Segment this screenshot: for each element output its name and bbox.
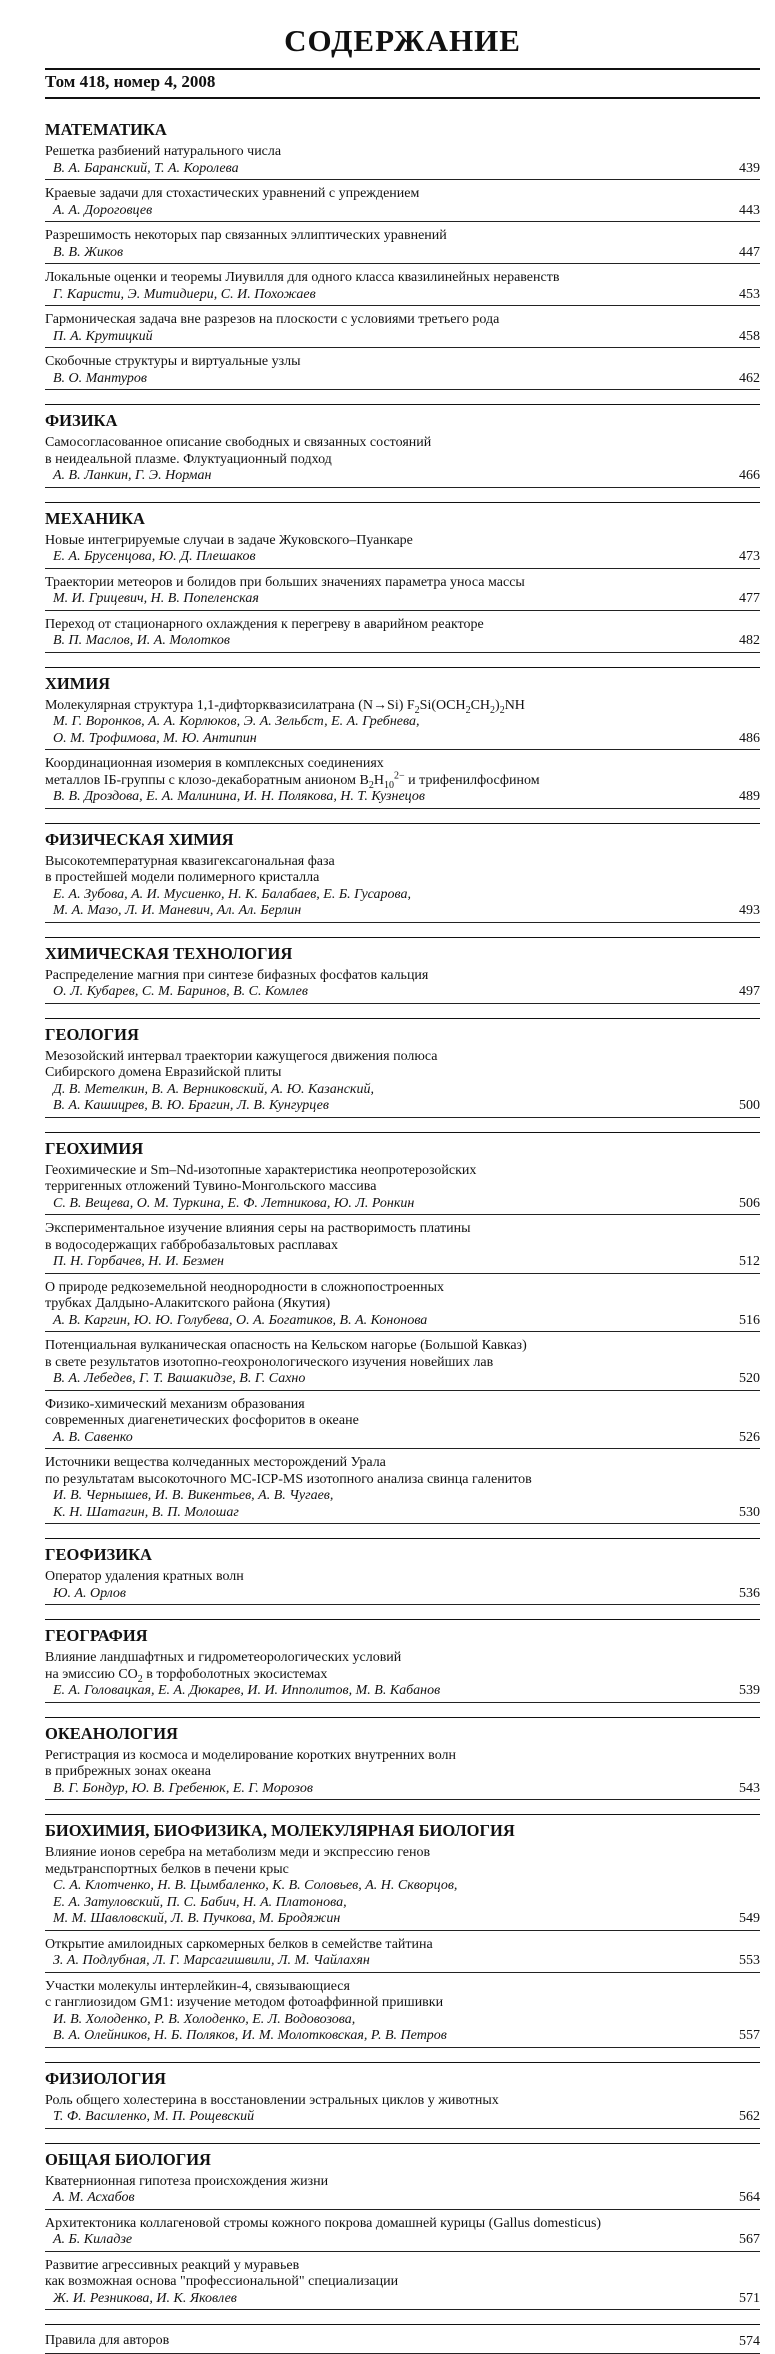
toc-entry[interactable]	[45, 698, 760, 751]
toc-entry[interactable]	[45, 1163, 760, 1216]
article-authors: В. В. Жиков	[45, 245, 760, 265]
article-authors: В. А. Баранский, Т. А. Королева	[45, 161, 760, 181]
article-authors: З. А. Подлубная, Л. Г. Марсагишвили, Л. М. Чайлахян	[45, 1953, 760, 1973]
article-authors: В. Г. Бондур, Ю. В. Гребенюк, Е. Г. Морозов	[45, 1781, 760, 1801]
article-title: Решетка разбиений натурального числа	[45, 144, 282, 159]
toc-entry[interactable]	[45, 2174, 760, 2210]
article-authors: А. В. Савенко	[45, 1430, 760, 1450]
article-title: Самосогласованное описание свободных и связанных состояний в неидеальной плазме. Флуктуационный подход	[45, 435, 432, 467]
page-number: 506	[739, 1195, 760, 1211]
page-number: 447	[739, 244, 760, 260]
page-number: 453	[739, 286, 760, 302]
subscript: 2	[414, 704, 420, 716]
toc-entry[interactable]	[45, 270, 760, 306]
subscript: 10	[383, 779, 394, 791]
article-authors: Д. В. Метелкин, В. А. Верниковский, А. Ю. Казанский, В. А. Кашицрев, В. Ю. Брагин, Л. В. Кунгурцев	[45, 1082, 760, 1118]
article-authors: Е. А. Зубова, А. И. Мусиенко, Н. К. Балабаев, Е. Б. Гусарова, М. А. Мазо, Л. И. Маневич, Ал. Ал. Берлин	[45, 887, 760, 923]
article-title: Координационная изомерия в комплексных соединениях металлов IБ-группы с клозо-декаборатным анионом $B_2H_{10}^{2-}$ и трифенилфосфином	[45, 756, 540, 791]
article-title: Источники вещества колчеданных месторождений Урала по результатам высокоточного MC-ICP-MS изотопного анализа свинца галенитов	[45, 1455, 532, 1487]
page-number: 567	[739, 2232, 760, 2247]
article-title: Участки молекулы интерлейкин-4, связывающиеся с ганглиозидом GM1: изучение методом фотоаффинной пришивки	[45, 1978, 444, 2010]
page-number: 466	[739, 468, 760, 483]
article-title: Оператор удаления кратных волн	[45, 1569, 244, 1584]
toc-entry[interactable]	[45, 854, 760, 923]
page-number: 439	[739, 160, 760, 176]
article-title: Физико-химический механизм образования современных диагенетических фосфоритов в океане	[45, 1396, 359, 1428]
article-authors: П. А. Крутицкий	[45, 329, 760, 349]
page-title: СОДЕРЖАНИЕ	[284, 23, 521, 58]
section	[45, 1619, 760, 1703]
toc-entry[interactable]	[45, 2258, 760, 2311]
page-number: 458	[739, 328, 760, 344]
page-number: 530	[739, 1504, 760, 1520]
article-authors: В. А. Лебедев, Г. Т. Вашакидзе, В. Г. Сахно	[45, 1371, 760, 1391]
article-authors: А. А. Дороговцев	[45, 203, 760, 223]
article-authors: О. Л. Кубарев, С. М. Баринов, В. С. Комлев	[45, 984, 760, 1004]
section	[45, 667, 760, 809]
page-number: 543	[739, 1780, 760, 1796]
page-number: 526	[739, 1429, 760, 1445]
toc-entry[interactable]	[45, 756, 760, 809]
toc-entry[interactable]	[45, 144, 760, 180]
page-number: 462	[739, 370, 760, 386]
section	[45, 1814, 760, 2048]
article-authors: А. В. Ланкин, Г. Э. Норман	[45, 468, 760, 488]
section-title: МАТЕМАТИКА	[45, 120, 167, 139]
page-number: 520	[739, 1371, 760, 1386]
article-title: Влияние ионов серебра на метаболизм меди и экспрессию генов медьтранспортных белков в печени крыс	[45, 1845, 431, 1877]
section-title: ФИЗИЧЕСКАЯ ХИМИЯ	[45, 829, 234, 849]
section-title: ОБЩАЯ БИОЛОГИЯ	[45, 2149, 211, 2169]
page-number: 564	[739, 2190, 760, 2205]
article-title: Разрешимость некоторых пар связанных эллиптических уравнений	[45, 228, 447, 243]
article-authors: М. Г. Воронков, А. А. Корлюков, Э. А. Зельбст, Е. А. Гребнева, О. М. Трофимова, М. Ю. Антипин	[45, 714, 760, 750]
section	[45, 1717, 760, 1801]
article-title: Скобочные структуры и виртуальные узлы	[45, 354, 301, 369]
sections-container	[45, 119, 760, 2310]
article-title: Развитие агрессивных реакций у муравьев как возможная основа "профессиональной" специализации	[45, 2257, 399, 2289]
article-title: Траектории метеоров и болидов при больших значениях параметра уноса массы	[45, 574, 525, 590]
section-title: ХИМИЧЕСКАЯ ТЕХНОЛОГИЯ	[45, 943, 293, 963]
article-title: Роль общего холестерина в восстановлении эстральных циклов у животных	[45, 2092, 499, 2108]
article-title: Новые интегрируемые случаи в задаче Жуковского–Пуанкаре	[45, 532, 413, 548]
article-authors: Г. Каристи, Э. Митидиери, С. И. Похожаев	[45, 287, 760, 307]
article-authors: А. М. Асхабов	[45, 2190, 760, 2210]
section	[45, 1132, 760, 1525]
page-number: 536	[739, 1585, 760, 1601]
article-authors: И. В. Холоденко, Р. В. Холоденко, Е. Л. Водовозова, В. А. Олейников, Н. Б. Поляков, И. М. Молотковская, Р. В. Петров	[45, 2012, 760, 2048]
subscript: 2	[368, 779, 374, 791]
article-title: Влияние ландшафтных и гидрометеорологических условий на эмиссию $CO_2$ в торфоболотных экосистемах	[45, 1650, 402, 1685]
article-authors: А. Б. Киладзе	[45, 2232, 760, 2252]
toc-entry[interactable]	[45, 1280, 760, 1333]
section-title: ФИЗИОЛОГИЯ	[45, 2068, 166, 2088]
footer-page-number: 574	[739, 2334, 760, 2349]
article-title: Распределение магния при синтезе бифазных фосфатов кальция	[45, 967, 429, 983]
article-title: Открытие амилоидных саркомерных белков в семействе тайтина	[45, 1936, 433, 1952]
article-authors: П. Н. Горбачев, Н. И. Безмен	[45, 1254, 760, 1274]
footer-title: Правила для авторов	[45, 2333, 760, 2354]
footer-entry[interactable]	[45, 2324, 760, 2354]
article-authors: И. В. Чернышев, И. В. Викентьев, А. В. Чугаев, К. Н. Шатагин, В. П. Молошаг	[45, 1488, 760, 1524]
page-number: 486	[739, 730, 760, 746]
section-title: ГЕОФИЗИКА	[45, 1545, 152, 1564]
page-number: 477	[739, 591, 760, 606]
page-number: 571	[739, 2290, 760, 2306]
toc-entry[interactable]	[45, 533, 760, 569]
toc-entry[interactable]	[45, 1650, 760, 1703]
section-title: ОКЕАНОЛОГИЯ	[45, 1723, 178, 1743]
toc-entry[interactable]	[45, 1569, 760, 1605]
page-number: 512	[739, 1254, 760, 1269]
section-title: ГЕОХИМИЯ	[45, 1138, 144, 1158]
page-number: 473	[739, 549, 760, 564]
toc-entry[interactable]	[45, 1937, 760, 1973]
article-title: Кватернионная гипотеза происхождения жизни	[45, 2173, 329, 2189]
toc-entry[interactable]	[45, 1397, 760, 1450]
superscript: 2−	[393, 769, 405, 781]
volume-info: Том 418, номер 4, 2008	[45, 68, 760, 99]
section	[45, 2143, 760, 2311]
page-number: 516	[739, 1312, 760, 1328]
subscript: 2	[499, 704, 505, 716]
section-title: МЕХАНИКА	[45, 508, 145, 528]
article-authors: М. И. Грицевич, Н. В. Попеленская	[45, 591, 760, 611]
toc-entry[interactable]	[45, 1049, 760, 1118]
toc-entry[interactable]	[45, 617, 760, 653]
section-title: ФИЗИКА	[45, 411, 118, 430]
toc-entry[interactable]	[45, 1455, 760, 1524]
article-title: Регистрация из космоса и моделирование коротких внутренних волн в прибрежных зонах океана	[45, 1747, 456, 1779]
page-number: 443	[739, 202, 760, 218]
toc-entry[interactable]	[45, 968, 760, 1004]
toc-entry[interactable]	[45, 575, 760, 611]
page-number: 482	[739, 633, 760, 648]
article-title: Молекулярная структура 1,1-дифторквазисилатрана (N→Si) $F_2Si(OCH_2CH_2)_2NH$	[45, 697, 525, 716]
toc-entry[interactable]	[45, 1338, 760, 1391]
section	[45, 1538, 760, 1605]
article-title: Потенциальная вулканическая опасность на Кельском нагорье (Большой Кавказ) в свете результатов изотопно-геохронологического изучения новейших лав	[45, 1338, 527, 1370]
article-authors: Т. Ф. Василенко, М. П. Рощевский	[45, 2109, 760, 2129]
page-number: 497	[739, 984, 760, 999]
section-title: ГЕОЛОГИЯ	[45, 1024, 139, 1044]
toc-entry[interactable]	[45, 1979, 760, 2048]
subscript: 2	[465, 704, 471, 716]
page-number: 500	[739, 1098, 760, 1113]
article-title: Гармоническая задача вне разрезов на плоскости с условиями третьего рода	[45, 312, 500, 327]
article-authors: В. В. Дроздова, Е. А. Малинина, И. Н. Полякова, Н. Т. Кузнецов	[45, 789, 760, 809]
toc-entry[interactable]	[45, 228, 760, 264]
page-number: 539	[739, 1683, 760, 1698]
article-title: Геохимические и Sm–Nd-изотопные характеристика неопротерозойских терригенных отложений Тувино-Монгольского массива	[45, 1162, 477, 1194]
toc-entry[interactable]	[45, 1748, 760, 1801]
article-authors: В. П. Маслов, И. А. Молотков	[45, 633, 760, 653]
toc-entry[interactable]	[45, 2093, 760, 2129]
section	[45, 502, 760, 653]
toc-entry[interactable]	[45, 354, 760, 390]
page-number: 553	[739, 1953, 760, 1968]
toc-entry[interactable]	[45, 2216, 760, 2252]
article-authors: С. А. Клотченко, Н. В. Цымбаленко, К. В. Соловьев, А. Н. Скворцов, Е. А. Затуловский, П. С. Бабич, Н. А. Платонова, М. М. Шавловский, Л. В. Пучкова, М. Бродяжин	[45, 1878, 760, 1931]
article-authors: А. В. Каргин, Ю. Ю. Голубева, О. А. Богатиков, В. А. Кононова	[45, 1313, 760, 1333]
section-title: ХИМИЯ	[45, 673, 111, 693]
article-title: Экспериментальное изучение влияния серы на растворимость платины в водосодержащих габбробазальтовых расплавах	[45, 1221, 471, 1253]
page-number: 549	[739, 1911, 760, 1926]
section-title: БИОХИМИЯ, БИОФИЗИКА, МОЛЕКУЛЯРНАЯ БИОЛОГИЯ	[45, 1821, 515, 1840]
subscript: 2	[490, 704, 496, 716]
toc-entry[interactable]	[45, 435, 760, 488]
article-title: Локальные оценки и теоремы Лиувилля для одного класса квазилинейных неравенств	[45, 270, 560, 285]
article-title: Переход от стационарного охлаждения к перегреву в аварийном реакторе	[45, 616, 484, 632]
toc-entry[interactable]	[45, 1221, 760, 1274]
section-title: ГЕОГРАФИЯ	[45, 1626, 148, 1645]
page-number: 562	[739, 2109, 760, 2124]
article-authors: Е. А. Брусенцова, Ю. Д. Плешаков	[45, 549, 760, 569]
subscript: 2	[137, 1673, 143, 1685]
contents-page	[45, 22, 760, 2354]
toc-entry[interactable]	[45, 1845, 760, 1931]
article-authors: Ж. И. Резникова, И. К. Яковлев	[45, 2291, 760, 2311]
page-number: 493	[739, 903, 760, 918]
article-authors: Е. А. Головацкая, Е. А. Дюкарев, И. И. Ипполитов, М. В. Кабанов	[45, 1683, 760, 1703]
section	[45, 937, 760, 1004]
article-authors: В. О. Мантуров	[45, 371, 760, 391]
page-number: 489	[739, 789, 760, 804]
section	[45, 119, 760, 390]
section	[45, 2062, 760, 2129]
article-title: Краевые задачи для стохастических уравнений с упреждением	[45, 186, 420, 201]
article-authors: С. В. Вещева, О. М. Туркина, Е. Ф. Летникова, Ю. Л. Ронкин	[45, 1196, 760, 1216]
section	[45, 404, 760, 488]
article-title: Мезозойский интервал траектории кажущегося движения полюса Сибирского домена Евразийской плиты	[45, 1048, 438, 1080]
toc-entry[interactable]	[45, 186, 760, 222]
article-title: О природе редкоземельной неоднородности в сложнопостроенных трубках Далдыно-Алакитского района (Якутия)	[45, 1279, 444, 1311]
article-title: Высокотемпературная квазигексагональная фаза в простейшей модели полимерного кристалла	[45, 853, 335, 885]
article-title: Архитектоника коллагеновой стромы кожного покрова домашней курицы (Gallus domesticus)	[45, 2215, 602, 2231]
toc-entry[interactable]	[45, 312, 760, 348]
section	[45, 1018, 760, 1118]
article-authors: Ю. А. Орлов	[45, 1586, 760, 1606]
section	[45, 823, 760, 923]
page-number: 557	[739, 2028, 760, 2043]
